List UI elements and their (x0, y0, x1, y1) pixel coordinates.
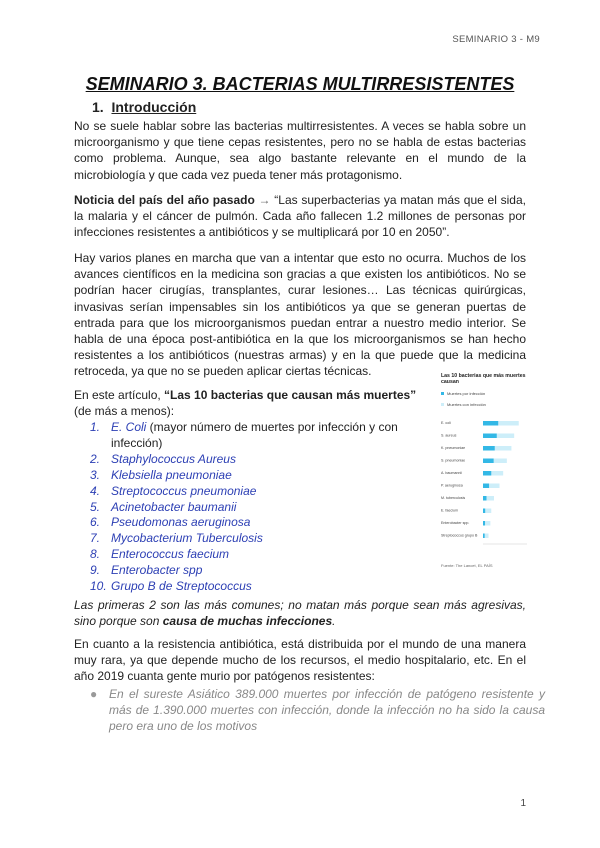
bacteria-note: (mayor número de muertes por infección y con infección) (111, 420, 398, 450)
bacteria-name: Mycobacterium Tuberculosis (111, 531, 263, 546)
page-number: 1 (520, 798, 526, 809)
bacteria-item (90, 579, 436, 595)
bacteria-item (90, 468, 436, 484)
bacteria-number: 7. (90, 531, 101, 546)
news-paragraph (74, 192, 526, 241)
chart-category-label: K. pneumoniae (441, 446, 466, 450)
chart-category-label: P. aeruginosa (441, 483, 463, 488)
bacteria-item (90, 420, 436, 452)
chart-category-label: E. faecium (441, 508, 458, 513)
arrow-icon: → (258, 193, 271, 207)
chart-bar-by-infection (483, 496, 486, 501)
chart-category-label: M. tuberculosis (441, 496, 466, 500)
conclusion-text: Las primeras 2 son las más comunes; no matan más porque sean más agresivas, sino porque son (74, 598, 526, 629)
legend-swatch-icon (441, 403, 444, 406)
legend-item (441, 402, 529, 407)
chart-title: Las 10 bacterias que más muertes causan (441, 373, 526, 385)
bacteria-number: 8. (90, 547, 101, 562)
legend-label: Muertes con infección (447, 402, 486, 407)
bacteria-number: 4. (90, 483, 101, 498)
bacteria-name: Enterobacter spp (111, 563, 203, 578)
bacteria-name: Grupo B de Streptococcus (111, 579, 252, 594)
legend-item (441, 391, 529, 396)
bullet-icon: ● (90, 687, 98, 701)
article-paragraph (74, 387, 436, 419)
bacteria-name: Streptococcus pneumoniae (111, 483, 257, 498)
section-number: 1. (92, 99, 104, 115)
conclusion-paragraph (74, 597, 526, 629)
chart-category-label: A. baumannii (441, 471, 462, 475)
chart-bar-by-infection (483, 421, 498, 426)
article-name: “Las 10 bacterias que causan más muertes” (164, 388, 417, 402)
bacteria-name: Staphylococcus Aureus (111, 451, 236, 466)
chart-category-label: Streptococcus grupo B (441, 533, 478, 538)
legend-swatch-icon (441, 392, 444, 395)
chart-plot (441, 417, 529, 557)
bacteria-number: 5. (90, 499, 101, 514)
bacteria-name: Acinetobacter baumanii (111, 499, 237, 514)
article-order: (de más a menos): (74, 404, 175, 419)
deaths-chart (441, 373, 529, 568)
bacteria-number: 10. (90, 579, 107, 594)
chart-category-label: S. pneumoniae (441, 458, 466, 463)
bacteria-item (90, 500, 436, 516)
chart-legend (441, 391, 529, 413)
resistance-paragraph: En cuanto a la resistencia antibiótica, está distribuida por el mundo de una manera muy rara, ya que depende mucho de los recursos, el medio hospitalario, etc. En el año 2019 cuanta gente murio por patógenos resistentes: (74, 637, 526, 684)
news-lead: Noticia del país del año pasado (74, 193, 255, 207)
chart-bar-by-infection (483, 484, 489, 489)
bacteria-number: 1. (90, 420, 101, 434)
bacteria-number: 2. (90, 451, 101, 466)
chart-bar-by-infection (483, 459, 494, 464)
bacteria-name: Enterococcus faecium (111, 547, 230, 562)
bacteria-item (90, 563, 436, 579)
chart-category-label: Enterobacter spp. (441, 521, 470, 525)
intro-paragraph: No se suele hablar sobre las bacterias multirresistentes. A veces se habla sobre un microorganismo y que tiene cepas resistentes, pero no se habla de estas bacterias como problema. Aunque, sea algo bastante relevante en el mundo de la microbiología y que cada vez pueda tener más protagonismo. (74, 119, 526, 182)
bacteria-number: 3. (90, 467, 101, 482)
chart-bar-by-infection (483, 509, 485, 514)
chart-bar-by-infection (483, 534, 485, 539)
article-intro: En este artículo, (74, 388, 165, 402)
conclusion-bold: causa de muchas infecciones (162, 614, 333, 629)
bacteria-item (90, 452, 436, 468)
bacteria-name: Pseudomonas aeruginosa (111, 515, 251, 530)
plans-paragraph: Hay varios planes en marcha que van a intentar que esto no ocurra. Muchos de los avances científicos en la medicina son gracias a que existen los antibióticos. No se podrían hacer cirugías, transplantes, curar lesiones… Las técnicas quirúrgicas, invasivas serían impensables sin los antibióticos ya que se generan puertas de entrada para que los microorganismos puedan entrar a nuestro medio interior. Se habla de una época post-antibiótica en la que los microorganismos se han hecho resistentes a los antibióticos (nuestras armas) y en la que puede que la medicina retroceda, ya que no se pueden aplicar ciertas técnicas. (74, 251, 526, 379)
bacteria-name: Klebsiella pneumoniae (111, 467, 232, 482)
news-quote: “Las superbacterias ya matan más que el sida, la malaria y el cáncer de pulmón. Cada año fallecen 1.2 millones de personas por infecciones resistentes a antibióticos y se multiplicará por 10 en 2050”. (74, 193, 526, 240)
chart-bar-by-infection (483, 471, 491, 476)
conclusion-end: . (332, 614, 336, 629)
bullet-text: En el sureste Asiático 389.000 muertes por infección de patógeno resistente y más de 1.390.000 muertes con infección, donde la infección no ha sido la causa pero era uno de los motivos (109, 687, 545, 734)
bacteria-item (90, 515, 436, 531)
legend-label: Muertes por infección (447, 391, 486, 396)
bacteria-item (90, 547, 436, 563)
bullet-item (90, 686, 545, 735)
chart-category-label: S. aureus (441, 433, 457, 438)
chart-source: Fuente: The Lancet, EL PAÍS (441, 563, 493, 568)
section-heading (92, 99, 196, 115)
chart-bar-by-infection (483, 434, 497, 439)
bacteria-name: E. Coli (111, 420, 147, 434)
document-title: SEMINARIO 3. BACTERIAS MULTIRRESISTENTES (85, 74, 515, 94)
section-title: Introducción (111, 99, 197, 115)
bacteria-item (90, 484, 436, 500)
bacteria-list (90, 420, 436, 595)
chart-bar-by-infection (483, 446, 495, 451)
bacteria-item (90, 531, 436, 547)
page-header: SEMINARIO 3 - M9 (452, 34, 540, 45)
bacteria-number: 9. (90, 563, 101, 578)
chart-category-label: E. coli (441, 421, 451, 425)
chart-bar-by-infection (483, 521, 485, 526)
bacteria-number: 6. (90, 515, 101, 530)
